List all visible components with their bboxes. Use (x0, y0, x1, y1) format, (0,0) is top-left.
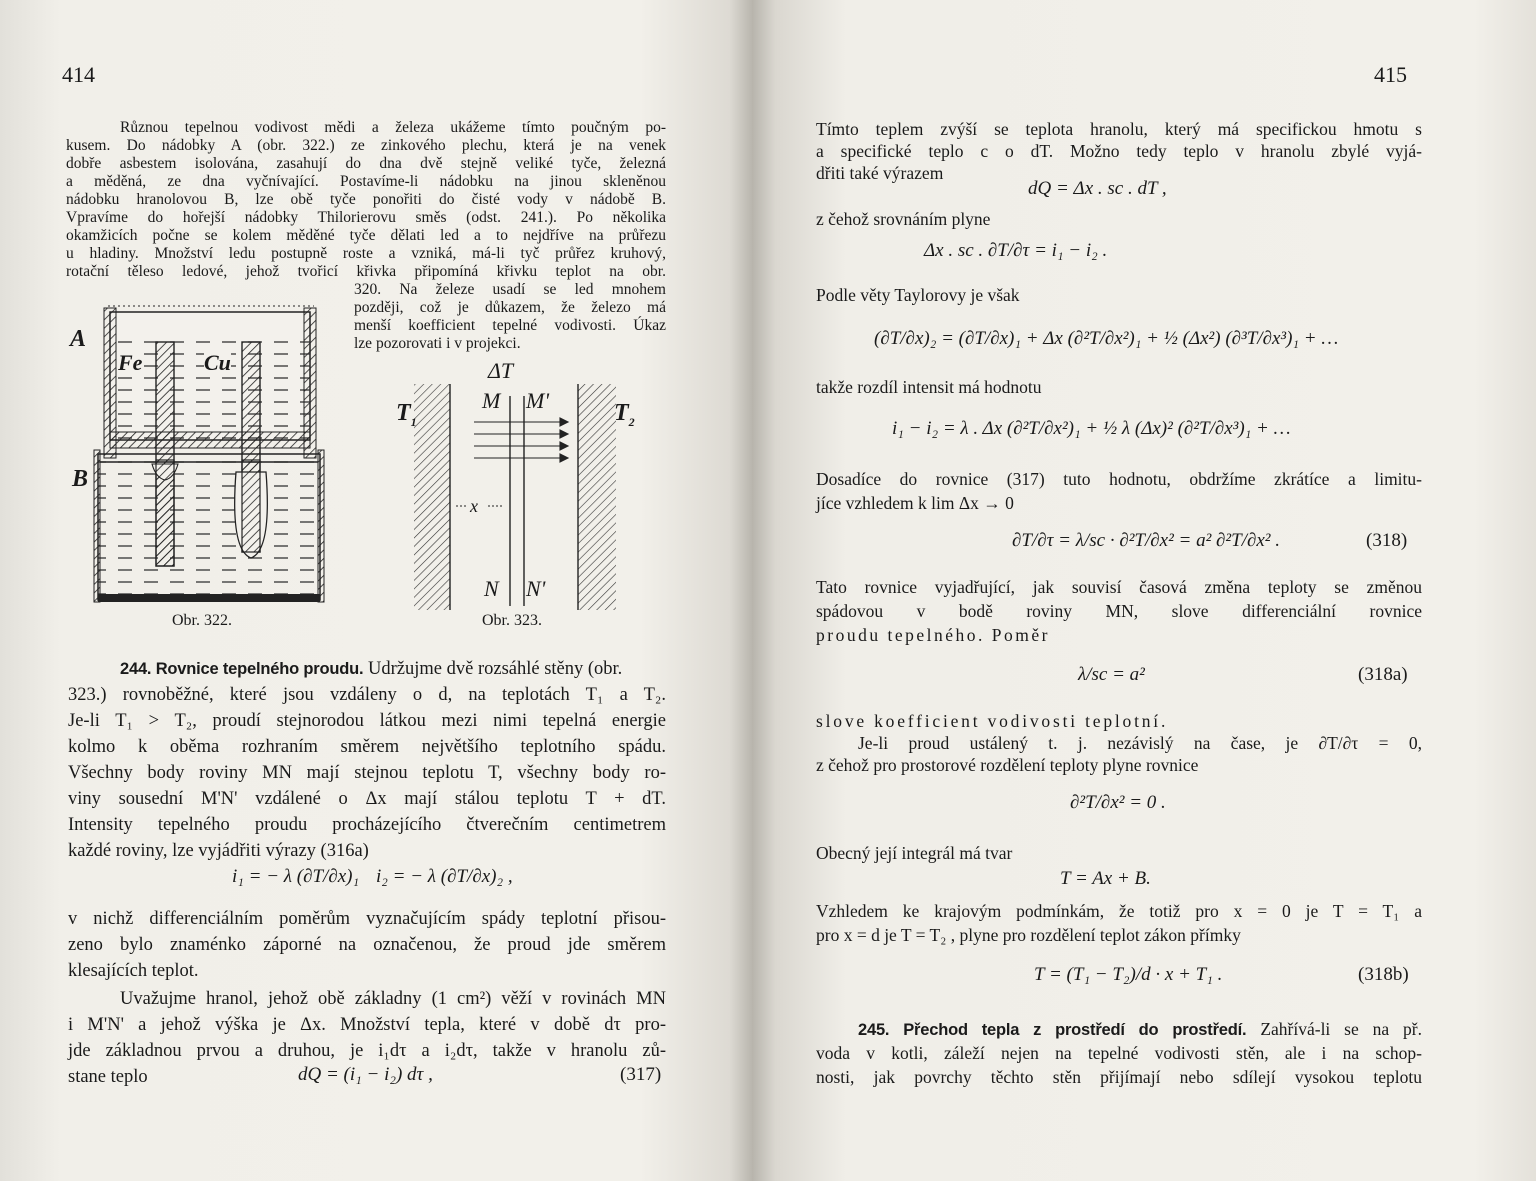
intro-line-9: rotační těleso ledové, jehož tvořicí křivka připomíná křivku teplot na obr. (66, 263, 666, 280)
fig323-label-delta-t: ΔT (488, 358, 514, 383)
s244-para2-line-4: stane teplo (68, 1067, 148, 1087)
equation-317: dQ = (i₁ − i₂) dτ , (298, 1064, 433, 1085)
s244-line-5: viny sousední M'N' vzdálené o Δx mají stálou teplotu T + dT. (68, 789, 666, 809)
equation-srovnani: Δx . sc . ∂T/∂τ = i₁ − i₂ . (924, 240, 1108, 261)
intro-line-1: Různou tepelnou vodivost mědi a železa ukážeme tímto poučným po- (120, 119, 666, 136)
s244-line-3: kolmo k oběma rozhraním směrem největšího teplotního spádu. (68, 737, 666, 757)
fig323-label-n-prime: N' (526, 576, 546, 601)
right-page (752, 0, 1536, 1181)
equation-318a: λ/sc = a² (1078, 664, 1145, 685)
equation-318: ∂T/∂τ = λ/sc · ∂²T/∂x² = a² ∂²T/∂x² . (1012, 530, 1280, 551)
s244-after-line-1: v nichž differenciálním poměrům vyznačujícím spády teplotní přisou- (68, 909, 666, 929)
s244-after-line-3: klesajících teplot. (68, 961, 199, 981)
fig323-label-m-prime: M' (526, 388, 550, 413)
s244-line-1: 323.) rovnoběžné, které jsou vzdáleny o d, na teplotách T₁ a T₂. (68, 685, 666, 705)
r-line-taylor: Podle věty Taylorovy je však (816, 285, 1020, 305)
s244-line-4: Všechny body roviny MN mají stejnou teplotu T, všechny body ro- (68, 763, 666, 783)
wrap-line-2: později, což je důkazem, že železo má (354, 299, 666, 316)
section-245-heading: 245. Přechod tepla z prostředí do prostředí. (858, 1021, 1247, 1039)
equation-318b: T = (T₁ − T₂)/d · x + T₁ . (1034, 964, 1223, 985)
fig323-label-m: M (482, 388, 501, 413)
figure-322-drawing (64, 300, 334, 610)
r-line-3: dřiti také výrazem (816, 163, 944, 183)
left-page (0, 0, 752, 1181)
intro-line-4: a měděná, ze dna vyčnívající. Postavíme-li nádobku na jinou skleněnou (66, 173, 666, 190)
section-244-heading-line (120, 656, 666, 682)
r-line-tato-2: spádovou v bodě roviny MN, slove differenciální rovnice (816, 601, 1422, 621)
r-line-obecny: Obecný její integrál má tvar (816, 843, 1013, 863)
s244-line-2: Je-li T₁ > T₂, proudí stejnorodou látkou mezi nimi tepelná energie (68, 711, 666, 731)
equation-i2: i₂ = − λ (∂T/∂x)₂ , (376, 866, 513, 887)
intro-line-3: dobře asbestem isolována, zasahují do dna dvě stejně veliké tyče, železná (66, 155, 666, 172)
r-line-zceho: z čehož pro prostorové rozdělení teploty plyne rovnice (816, 755, 1199, 775)
equation-integral: T = Ax + B. (1060, 868, 1151, 889)
r-line-srovnanim: z čehož srovnáním plyne (816, 209, 991, 229)
section-245-heading-rest: Zahřívá-li se na př. (1246, 1019, 1422, 1039)
wrap-line-1: 320. Na železe usadí se led mnohem (354, 281, 666, 298)
r-line-jeli: Je-li proud ustálený t. j. nezávislý na čase, je ∂T/∂τ = 0, (858, 733, 1422, 753)
figure-323 (392, 356, 672, 632)
figure-322-caption: Obr. 322. (172, 612, 232, 629)
r-line-jice: jíce vzhledem k lim Δx → 0 (816, 493, 1014, 513)
wrap-line-4: lze pozorovati i v projekci. (354, 335, 521, 352)
s244-para2-line-3: jde základnou prvou a druhou, je i₁dτ a i₂dτ, takže v hranolu zů- (68, 1041, 666, 1061)
r-line-rozdil: takže rozdíl intensit má hodnotu (816, 377, 1042, 397)
equation-318-number: (318) (1366, 530, 1408, 551)
page-number-right: 415 (1374, 62, 1407, 87)
intro-line-6: Vpravíme do hořejší nádobky Thilorierovu směs (odst. 241.). Po několika (66, 209, 666, 226)
equation-laplace: ∂²T/∂x² = 0 . (1070, 792, 1166, 813)
figure-322 (64, 300, 334, 630)
intro-line-8: u hladiny. Množství ledu postupně roste a vzniká, má-li tyč průřez kruhový, (66, 245, 666, 262)
r-line-koefficient: slove koefficient vodivosti teplotní. (816, 711, 1169, 731)
equation-318b-number: (318b) (1358, 964, 1409, 985)
s244-para2-line-2: i M'N' a jehož výška je Δx. Množství tepla, které v době dτ pro- (68, 1015, 666, 1035)
s245-line-1: voda v kotli, záleží nejen na tepelné vodivosti stěn, ale i na schop- (816, 1043, 1422, 1063)
s244-after-line-2: zeno bylo znaménko záporné na označenou, že proud jde směrem (68, 935, 666, 955)
fig322-label-b: B (72, 466, 89, 492)
equation-rozdil: i₁ − i₂ = λ . Δx (∂²T/∂x²)₁ + ½ λ (Δx)² (∂²T/∂x³)₁ + … (892, 418, 1291, 439)
equation-318a-number: (318a) (1358, 664, 1408, 685)
fig323-label-t1: $T_1$ (396, 400, 417, 429)
fig322-label-a: A (70, 326, 87, 352)
r-line-tato-3: proudu tepelného. Poměr (816, 625, 1050, 645)
intro-line-5: nádobku hranolovou B, lze obě tyče ponořiti do čisté vody v nádobě B. (66, 191, 666, 208)
page-number-left: 414 (62, 62, 95, 87)
s244-para2-line-1: Uvažujme hranol, jehož obě základny (1 cm²) věží v rovinách MN (120, 989, 666, 1009)
equation-taylor: (∂T/∂x)₂ = (∂T/∂x)₁ + Δx (∂²T/∂x²)₁ + ½ (Δx²) (∂³T/∂x³)₁ + … (874, 328, 1339, 349)
equation-317-number: (317) (620, 1064, 662, 1085)
fig323-label-t2: $T_2$ (614, 400, 635, 429)
intro-line-2: kusem. Do nádobky A (obr. 322.) ze zinkového plechu, která je na venek (66, 137, 666, 154)
r-line-dosadice: Dosadíce do rovnice (317) tuto hodnotu, obdržíme zkrátíce a limitu- (816, 469, 1422, 489)
r-line-1: Tímto teplem zvýší se teplota hranolu, který má specifickou hmotu s (816, 119, 1422, 139)
r-line-tato-1: Tato rovnice vyjadřující, jak souvisí časová změna teploty se změnou (816, 577, 1422, 597)
fig323-label-n: N (484, 576, 499, 601)
fig323-label-x: x (470, 496, 478, 516)
s245-line-2: nosti, jak povrchy těchto stěn přijímají nebo sdílejí vysokou teplotu (816, 1067, 1422, 1087)
r-line-2: a specifické teplo c o dT. Možno tedy teplo v hranolu zbylé vyjá- (816, 141, 1422, 161)
s244-line-7: každé roviny, lze vyjádřiti výrazy (316a) (68, 841, 369, 861)
equation-i1: i₁ = − λ (∂T/∂x)₁ (232, 866, 360, 887)
equation-dq: dQ = Δx . sc . dT , (1028, 178, 1167, 199)
intro-line-7: okamžicích počne se kolem měděné tyče dělati led a to nejdříve na průřezu (66, 227, 666, 244)
section-244-heading: 244. Rovnice tepelného proudu. (120, 660, 364, 678)
section-245-heading-line (858, 1016, 1422, 1043)
fig322-label-fe: Fe (118, 350, 143, 375)
fig322-label-cu: Cu (204, 350, 231, 375)
figure-323-caption: Obr. 323. (482, 612, 542, 629)
wrap-line-3: menší koefficient tepelné vodivosti. Úkaz (354, 317, 666, 334)
s244-line-6: Intensity tepelného proudu procházejícího čtverečním centimetrem (68, 815, 666, 835)
section-244-heading-rest: Udržujme dvě rozsáhlé stěny (obr. (363, 659, 623, 679)
r-line-pro: pro x = d je T = T₂ , plyne pro rozdělení teplot zákon přímky (816, 925, 1241, 945)
r-line-vzhledem: Vzhledem ke krajovým podmínkám, že totiž pro x = 0 je T = T₁ a (816, 901, 1422, 921)
